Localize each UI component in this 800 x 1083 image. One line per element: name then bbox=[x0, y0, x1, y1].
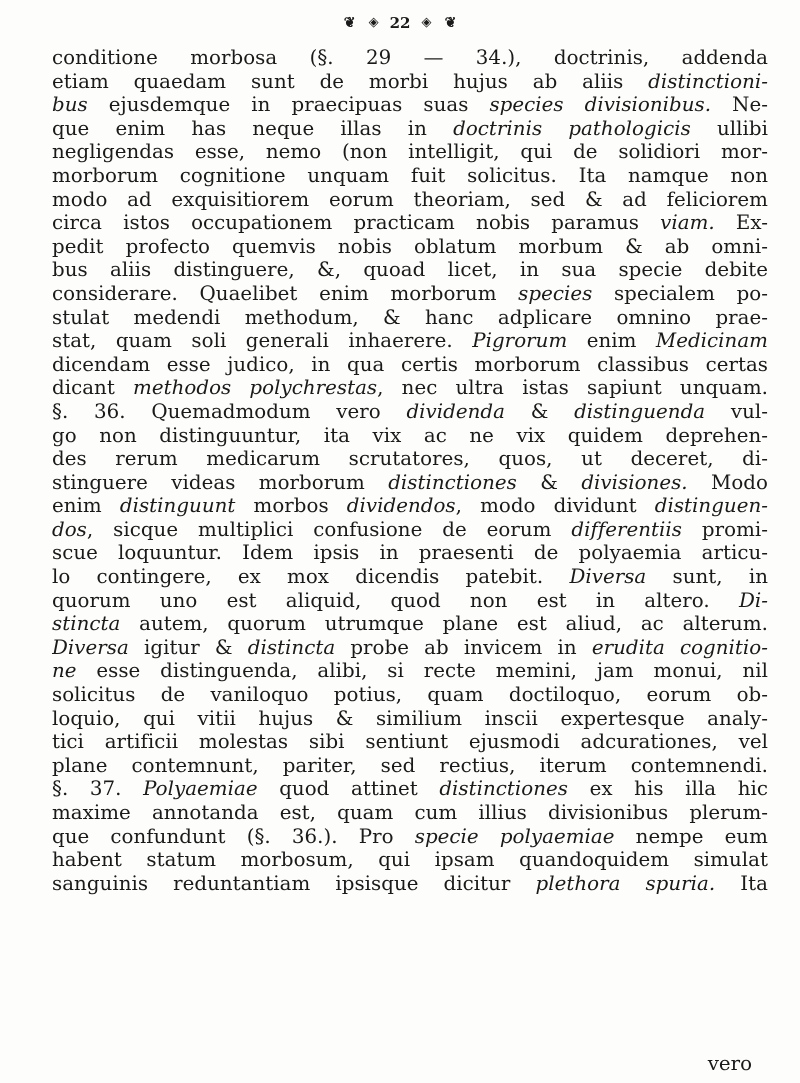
text-run: Ita bbox=[715, 871, 768, 895]
text-line bbox=[52, 93, 768, 117]
text-line bbox=[52, 117, 768, 141]
italic-text: plethora spuria. bbox=[535, 871, 716, 895]
italic-text: differentiis bbox=[571, 517, 682, 541]
text-run: , sicque multiplici confusione de eorum bbox=[86, 517, 572, 541]
text-line bbox=[52, 353, 768, 377]
text-run: §. 37. bbox=[52, 777, 144, 801]
italic-text: Diversa bbox=[52, 635, 129, 659]
text-line bbox=[52, 565, 768, 589]
italic-text: doctrinis pathologicis bbox=[453, 116, 691, 140]
text-run: dicendam esse judico, in qua certis morborum classibus certas bbox=[52, 352, 768, 376]
page-number: 22 bbox=[389, 14, 411, 32]
text-run: etiam quaedam sunt de morbi hujus ab aliis bbox=[52, 69, 649, 93]
text-run: des rerum medicarum scrutatores, quos, ut deceret, di- bbox=[52, 447, 768, 471]
text-run: considerare. Quaelibet enim morborum bbox=[52, 281, 519, 305]
italic-text: specie polyaemiae bbox=[414, 824, 615, 848]
text-line bbox=[52, 188, 768, 212]
text-run: probe ab invicem in bbox=[335, 635, 592, 659]
text-line bbox=[52, 494, 768, 518]
text-line bbox=[52, 46, 768, 70]
text-line bbox=[52, 754, 768, 778]
text-run: autem, quorum utrumque plane est aliud, ac alterum. bbox=[120, 612, 768, 636]
text-run: , nec ultra istas sapiunt unquam. bbox=[377, 376, 768, 400]
text-line bbox=[52, 848, 768, 872]
text-line bbox=[52, 825, 768, 849]
text-line bbox=[52, 659, 768, 683]
text-run: que confundunt (§. 36.). Pro bbox=[52, 824, 415, 848]
fleuron-ornament-icon: ❦ bbox=[444, 15, 457, 31]
italic-text: species divisionibus. bbox=[489, 93, 712, 117]
text-line bbox=[52, 306, 768, 330]
italic-text: distinctiones bbox=[388, 470, 517, 494]
italic-text: distinguunt bbox=[119, 494, 236, 518]
text-line bbox=[52, 801, 768, 825]
text-run: & bbox=[516, 470, 582, 494]
text-run: vul- bbox=[705, 399, 768, 423]
text-line bbox=[52, 140, 768, 164]
italic-text: Medicinam bbox=[655, 329, 768, 353]
text-line bbox=[52, 730, 768, 754]
text-run: stinguere videas morborum bbox=[52, 470, 389, 494]
text-run: scue loquuntur. Idem ipsis in praesenti de polyaemia articu- bbox=[52, 541, 768, 565]
text-line bbox=[52, 872, 768, 896]
text-run: sunt, in bbox=[646, 565, 768, 589]
text-line bbox=[52, 70, 768, 94]
text-run: negligendas esse, nemo (non intelligit, qui de solidiori mor- bbox=[52, 140, 768, 164]
text-line bbox=[52, 235, 768, 259]
italic-text: viam. bbox=[660, 211, 715, 235]
fleuron-ornament-icon: ❦ bbox=[343, 15, 356, 31]
text-run: ullibi bbox=[690, 116, 768, 140]
text-line bbox=[52, 636, 768, 660]
text-run: go non distinguuntur, ita vix ac ne vix quidem deprehen- bbox=[52, 423, 768, 447]
text-run: §. 36. Quemadmodum vero bbox=[52, 399, 407, 423]
italic-text: divisiones. bbox=[581, 470, 688, 494]
text-run: enim bbox=[52, 494, 120, 518]
text-line bbox=[52, 518, 768, 542]
italic-text: methodos polychrestas bbox=[133, 376, 378, 400]
text-run: Ne- bbox=[711, 93, 768, 117]
text-run: circa istos occupationem practicam nobis paramus bbox=[52, 211, 661, 235]
text-run: quorum uno est aliquid, quod non est in altero. bbox=[52, 588, 739, 612]
italic-text: distinctioni- bbox=[648, 69, 768, 93]
italic-text: distincta bbox=[247, 635, 336, 659]
text-line bbox=[52, 541, 768, 565]
text-line bbox=[52, 329, 768, 353]
text-run: morbos bbox=[235, 494, 347, 518]
text-run: plane contemnunt, pariter, sed rectius, iterum contemnendi. bbox=[52, 753, 768, 777]
italic-text: distinguen- bbox=[654, 494, 768, 518]
text-line bbox=[52, 447, 768, 471]
italic-text: species bbox=[518, 281, 593, 305]
text-run: pedit profecto quemvis nobis oblatum morbum & ab omni- bbox=[52, 234, 768, 258]
italic-text: distinguenda bbox=[574, 399, 706, 423]
text-run: lo contingere, ex mox dicendis patebit. bbox=[52, 565, 570, 589]
italic-text: Di- bbox=[738, 588, 768, 612]
text-run: quod attinet bbox=[257, 777, 440, 801]
page-header bbox=[0, 10, 800, 36]
text-line bbox=[52, 258, 768, 282]
diamond-ornament-icon: ◈ bbox=[421, 15, 432, 30]
text-line bbox=[52, 707, 768, 731]
text-line bbox=[52, 612, 768, 636]
italic-text: Polyaemiae bbox=[143, 777, 258, 801]
text-line bbox=[52, 683, 768, 707]
text-run: stat, quam soli generali inhaerere. bbox=[52, 329, 473, 353]
italic-text: erudita cognitio- bbox=[591, 635, 768, 659]
text-run: dicant bbox=[52, 376, 134, 400]
text-run: & bbox=[504, 399, 575, 423]
text-run: , modo dividunt bbox=[455, 494, 655, 518]
text-line bbox=[52, 376, 768, 400]
text-line bbox=[52, 400, 768, 424]
text-run: promi- bbox=[682, 517, 768, 541]
text-line bbox=[52, 282, 768, 306]
text-run: stulat medendi methodum, & hanc adplicare omnino prae- bbox=[52, 305, 768, 329]
text-run: morborum cognitione unquam fuit solicitus. Ita namque non bbox=[52, 163, 768, 187]
text-run: conditione morbosa (§. 29 — 34.), doctrinis, addenda bbox=[52, 46, 768, 69]
text-line bbox=[52, 211, 768, 235]
italic-text: dos bbox=[52, 517, 87, 541]
text-run: tici artificii molestas sibi sentiunt ejusmodi adcurationes, vel bbox=[52, 730, 768, 754]
text-run: que enim has neque illas in bbox=[52, 116, 454, 140]
text-line bbox=[52, 424, 768, 448]
italic-text: distinctiones bbox=[439, 777, 569, 801]
italic-text: bus bbox=[52, 93, 88, 117]
italic-text: Pigrorum bbox=[472, 329, 568, 353]
italic-text: dividenda bbox=[406, 399, 505, 423]
text-run: ex his illa hic bbox=[568, 777, 768, 801]
diamond-ornament-icon: ◈ bbox=[368, 15, 379, 30]
text-run: modo ad exquisitiorem eorum theoriam, sed & ad feliciorem bbox=[52, 187, 768, 211]
body-text bbox=[52, 46, 768, 895]
text-line bbox=[52, 589, 768, 613]
catchword: vero bbox=[707, 1052, 752, 1075]
text-line bbox=[52, 777, 768, 801]
text-run: nempe eum bbox=[614, 824, 768, 848]
italic-text: stincta bbox=[52, 612, 121, 636]
text-run: igitur & bbox=[128, 635, 248, 659]
text-run: maxime annotanda est, quam cum illius divisionibus plerum- bbox=[52, 801, 768, 824]
text-line bbox=[52, 471, 768, 495]
text-run: specialem po- bbox=[592, 281, 768, 305]
text-line bbox=[52, 164, 768, 188]
italic-text: ne bbox=[52, 659, 77, 683]
text-run: ejusdemque in praecipuas suas bbox=[87, 93, 490, 117]
text-run: enim bbox=[567, 329, 656, 353]
text-run: sanguinis reduntantiam ipsisque dicitur bbox=[52, 871, 536, 895]
text-run: Ex- bbox=[714, 211, 768, 235]
italic-text: Diversa bbox=[569, 565, 647, 589]
text-run: loquio, qui vitii hujus & similium inscii expertesque analy- bbox=[52, 706, 768, 730]
text-run: bus aliis distinguere, &, quoad licet, in sua specie debite bbox=[52, 258, 768, 282]
text-run: solicitus de vaniloquo potius, quam doctiloquo, eorum ob- bbox=[52, 683, 768, 707]
italic-text: dividendos bbox=[346, 494, 456, 518]
text-run: habent statum morbosum, qui ipsam quandoquidem simulat bbox=[52, 848, 768, 872]
text-run: Modo bbox=[687, 470, 768, 494]
text-run: esse distinguenda, alibi, si recte memini, jam monui, nil bbox=[76, 659, 768, 683]
